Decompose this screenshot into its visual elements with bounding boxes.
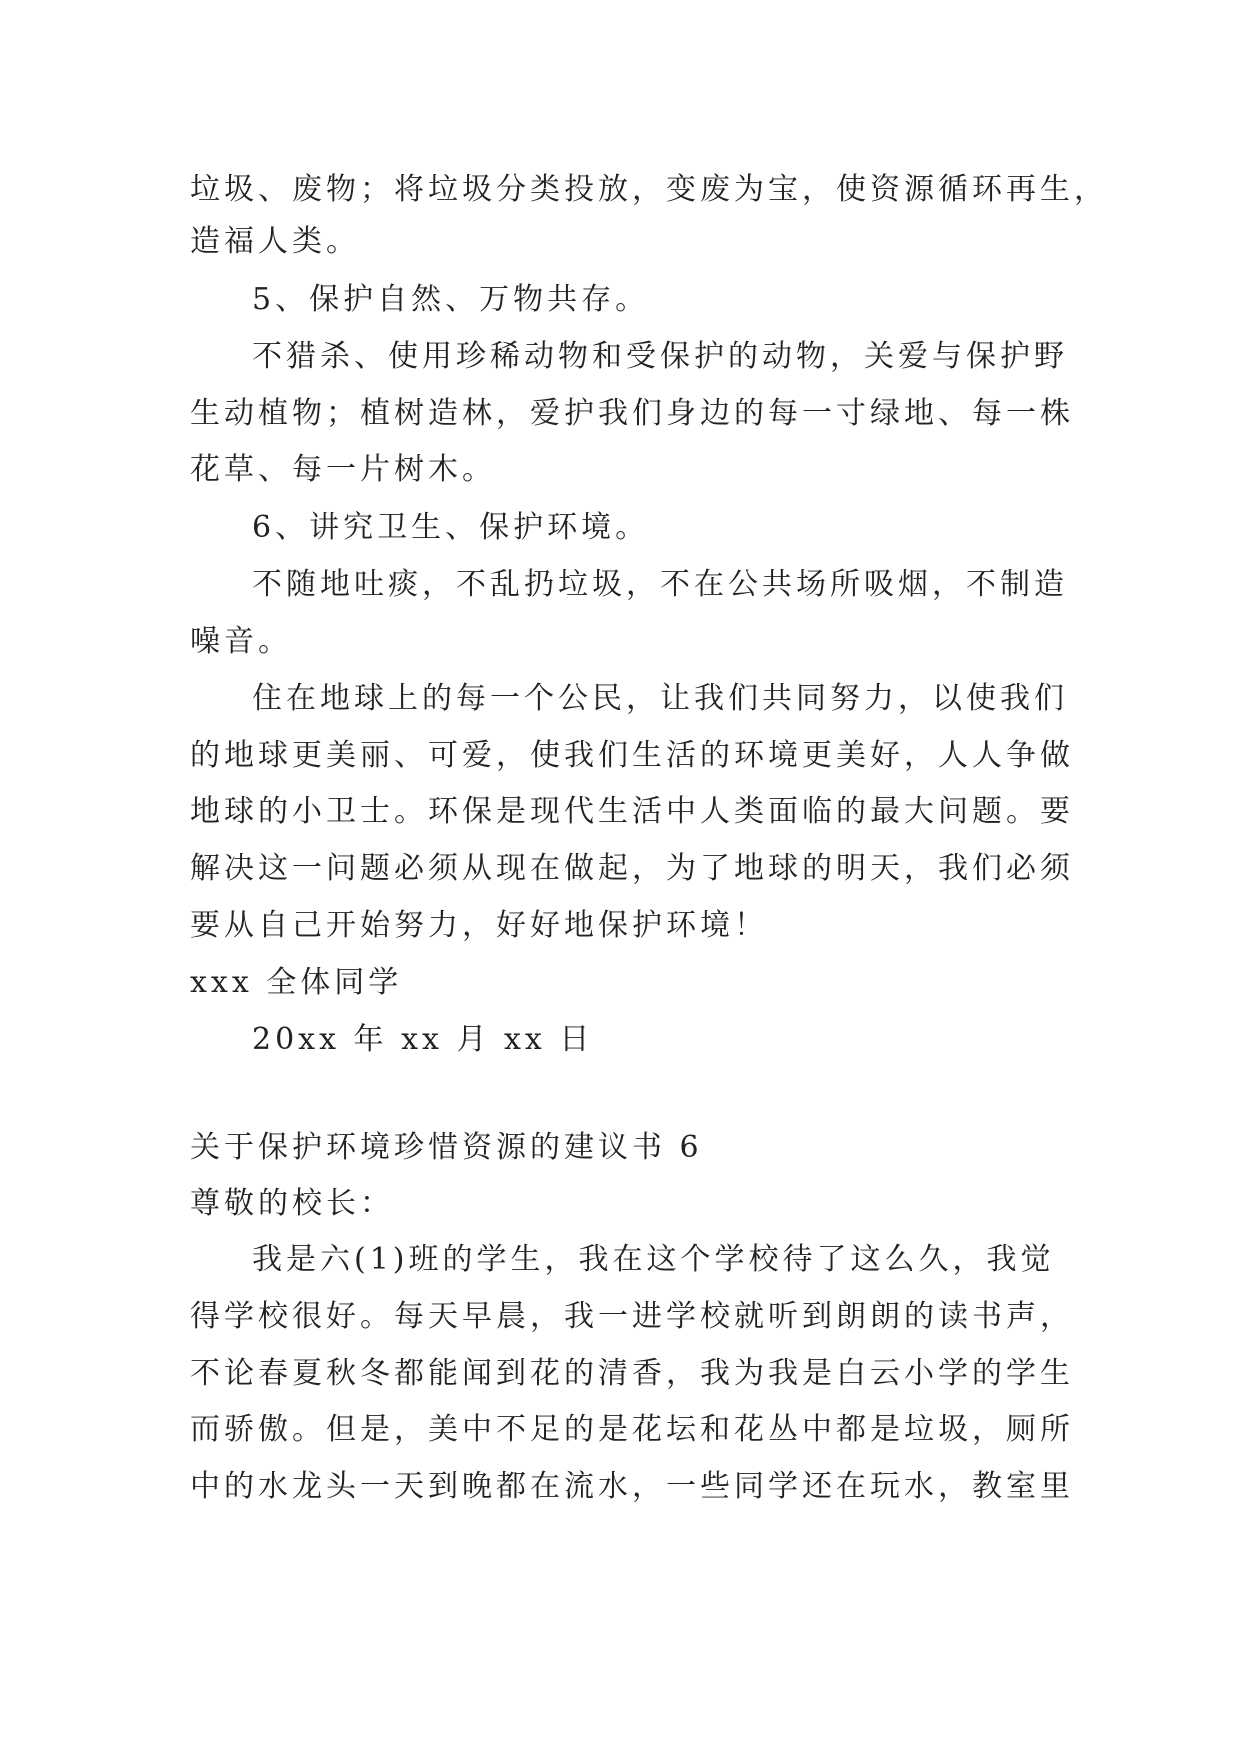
text-line: 住在地球上的每一个公民，让我们共同努力，以使我们	[252, 681, 1068, 716]
text-line: 不猎杀、使用珍稀动物和受保护的动物，关爱与保护野	[252, 339, 1068, 374]
text-line: 不论春夏秋冬都能闻到花的清香，我为我是白云小学的学生	[190, 1356, 1074, 1391]
text-line: 中的水龙头一天到晚都在流水，一些同学还在玩水，教室里	[190, 1469, 1074, 1504]
section-title: 关于保护环境珍惜资源的建议书 6	[190, 1130, 703, 1165]
text-line: 解决这一问题必须从现在做起，为了地球的明天，我们必须	[190, 851, 1074, 886]
text-line: 5、保护自然、万物共存。	[252, 282, 650, 317]
text-line: 我是六(1)班的学生，我在这个学校待了这么久，我觉	[252, 1242, 1055, 1277]
text-line: 造福人类。	[190, 224, 360, 259]
text-line: 要从自己开始努力，好好地保护环境！	[190, 908, 768, 943]
text-line: 6、讲究卫生、保护环境。	[252, 510, 650, 545]
text-line: 的地球更美丽、可爱，使我们生活的环境更美好，人人争做	[190, 738, 1074, 773]
date-line: 20xx 年 xx 月 xx 日	[252, 1022, 594, 1057]
text-line: 地球的小卫士。环保是现代生活中人类面临的最大问题。要	[190, 794, 1074, 829]
text-line: 垃圾、废物；将垃圾分类投放，变废为宝，使资源循环再生，	[190, 172, 1108, 207]
text-line: 花草、每一片树木。	[190, 452, 496, 487]
text-line: 而骄傲。但是，美中不足的是花坛和花丛中都是垃圾，厕所	[190, 1412, 1074, 1447]
signature-line: xxx 全体同学	[190, 965, 403, 1000]
text-line: 生动植物；植树造林，爱护我们身边的每一寸绿地、每一株	[190, 396, 1074, 431]
text-line: 噪音。	[190, 624, 292, 659]
text-line: 得学校很好。每天早晨，我一进学校就听到朗朗的读书声，	[190, 1299, 1074, 1334]
salutation: 尊敬的校长：	[190, 1186, 394, 1221]
text-line: 不随地吐痰，不乱扔垃圾，不在公共场所吸烟，不制造	[252, 567, 1068, 602]
